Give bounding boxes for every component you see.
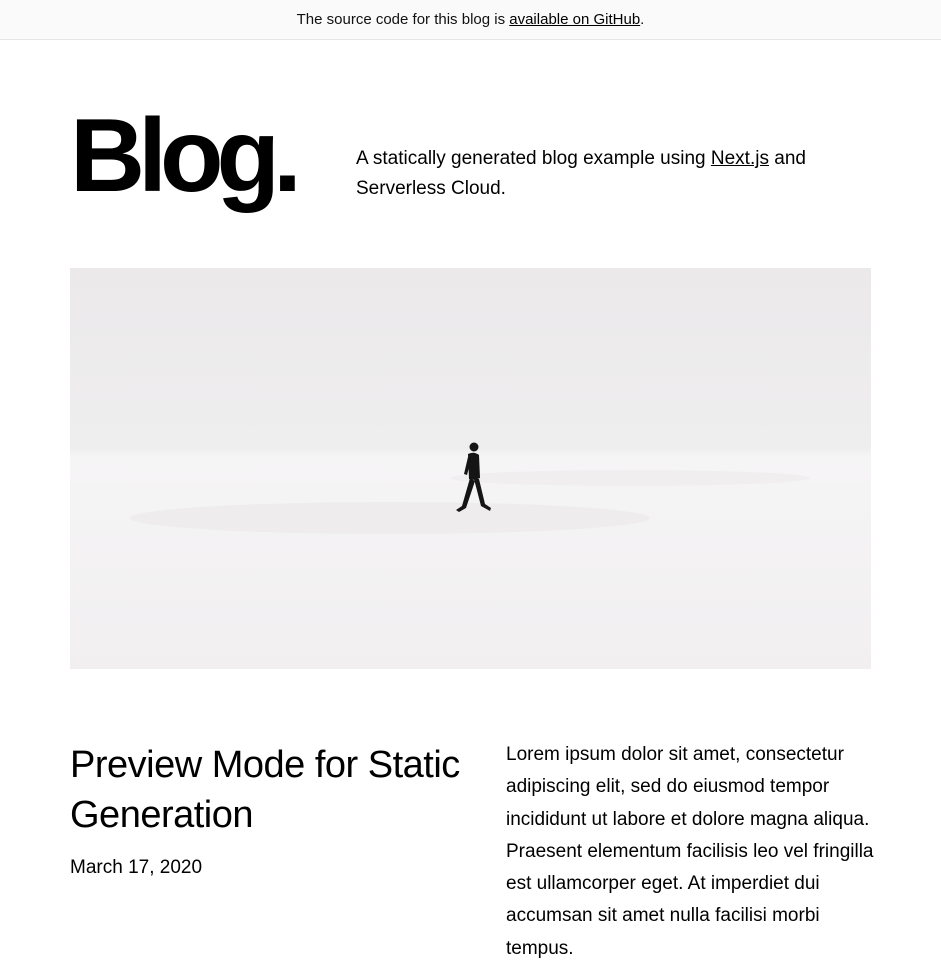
banner-period: . (640, 11, 645, 28)
hero-cover-image[interactable] (70, 268, 871, 669)
nextjs-link[interactable]: Next.js (710, 148, 769, 169)
post-date: March 17, 2020 (70, 857, 203, 878)
github-link[interactable]: available on GitHub (509, 11, 641, 28)
blog-tagline (356, 144, 856, 204)
post-excerpt: Lorem ipsum dolor sit amet, consectetur adipiscing elit, sed do eiusmod tempor incididunt ut labore et dolore magna aliqua. Praesent elementum facilisis leo vel fringilla est ullamcorper eget. At imperdiet dui accumsan sit amet nulla facilisi morbi tempus. (506, 744, 874, 959)
tagline-text: A statically generated blog example using (356, 148, 711, 169)
banner-text: The source code for this blog is (296, 11, 510, 28)
source-banner (0, 0, 941, 40)
tagline-suffix: and Serverless Cloud. (356, 148, 812, 199)
post-title[interactable]: Preview Mode for Static Generation (70, 744, 460, 836)
blog-logo[interactable]: Blog. (70, 98, 295, 214)
